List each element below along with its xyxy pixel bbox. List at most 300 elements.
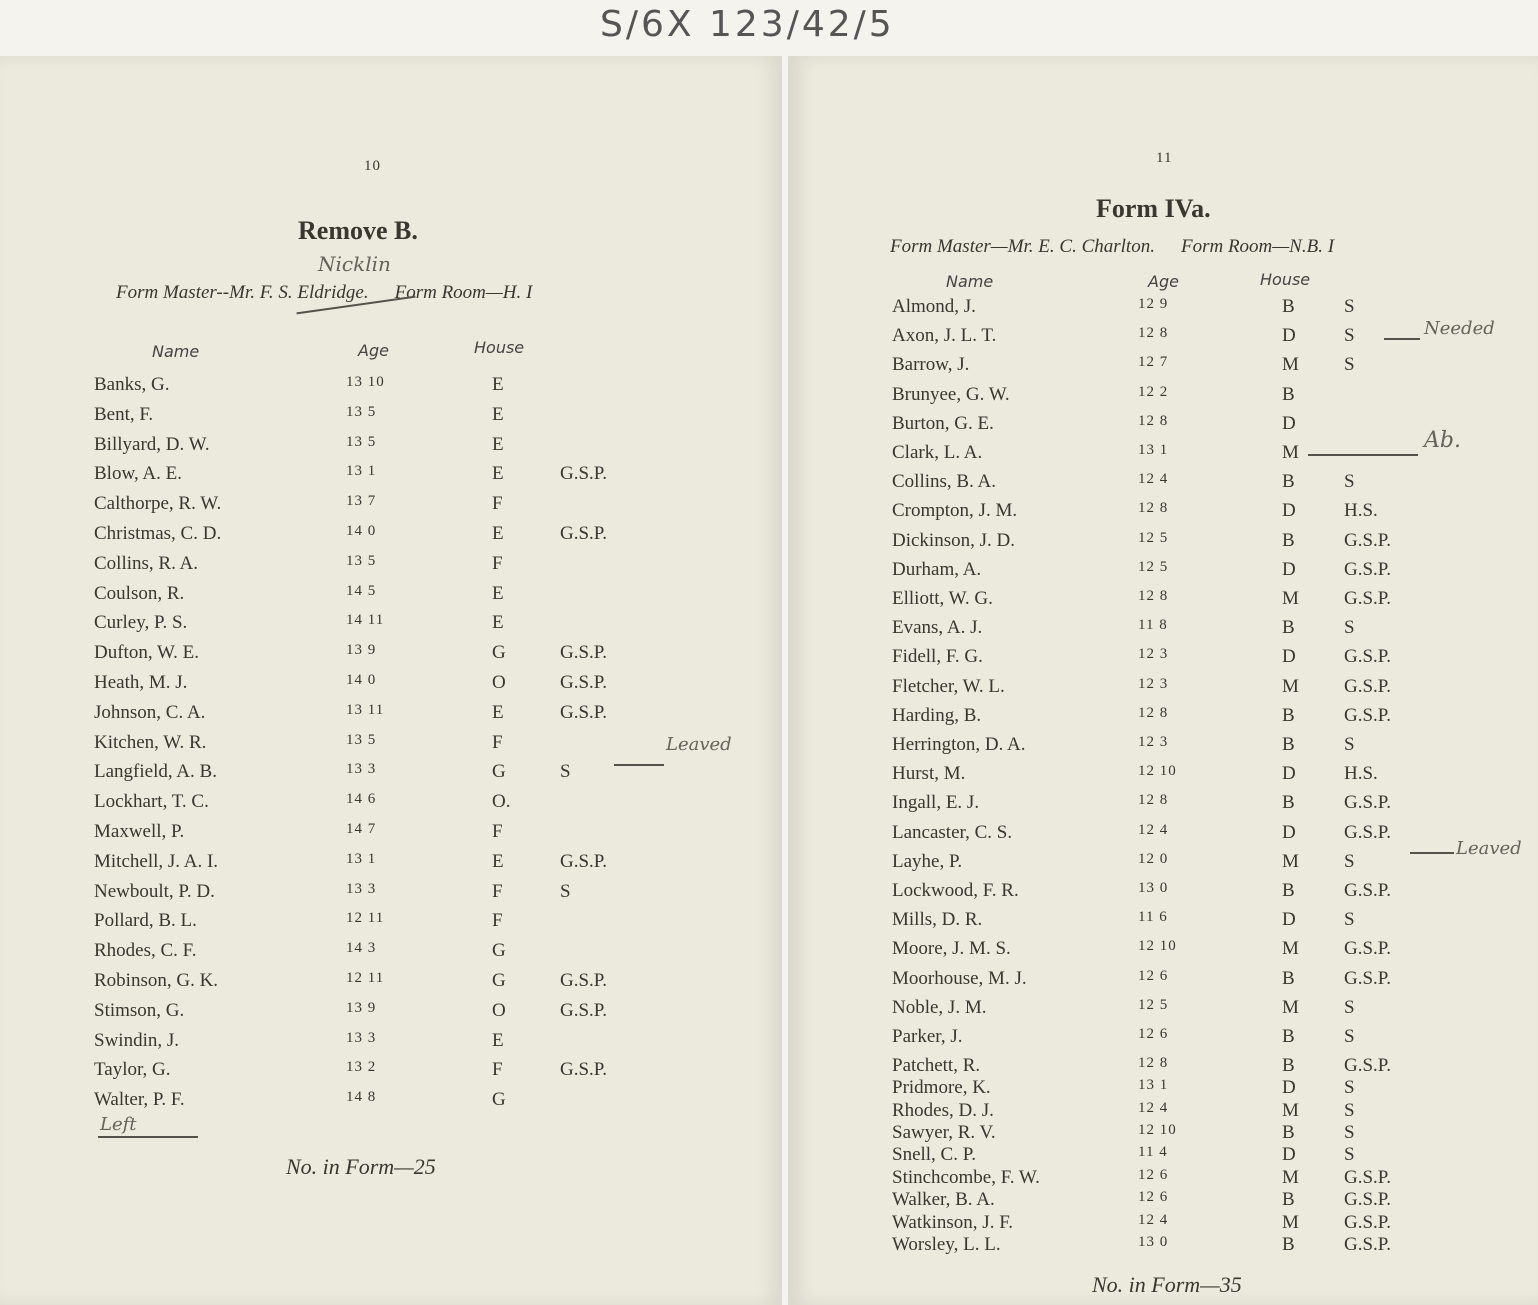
student-row <box>788 705 1538 729</box>
student-row <box>0 404 782 428</box>
student-age: 13 0 <box>1138 880 1169 896</box>
student-name: Mitchell, J. A. I. <box>94 850 219 872</box>
student-age: 12 4 <box>1138 821 1169 838</box>
student-age: 11 6 <box>1138 909 1168 926</box>
student-note: G.S.P. <box>1344 1055 1391 1077</box>
student-name: Watkinson, J. F. <box>892 1211 1013 1233</box>
student-house: B <box>1282 1055 1295 1077</box>
student-age: 12 7 <box>1138 354 1169 371</box>
student-name: Parker, J. <box>892 1026 963 1047</box>
student-house: M <box>1282 1211 1299 1233</box>
student-age: 13 0 <box>1138 1234 1169 1250</box>
student-house: D <box>1282 325 1296 347</box>
student-name: Brunyee, G. W. <box>892 383 1010 405</box>
student-house: E <box>492 582 504 604</box>
student-age: 12 10 <box>1138 938 1177 955</box>
student-house: B <box>1282 1122 1295 1143</box>
student-house: E <box>492 374 504 395</box>
student-age: 11 8 <box>1138 617 1168 634</box>
student-name: Fletcher, W. L. <box>892 675 1005 697</box>
student-house: F <box>492 731 503 753</box>
student-row <box>0 463 782 487</box>
page-number: 11 <box>1156 150 1173 166</box>
student-name: Fidell, F. G. <box>892 646 983 668</box>
student-age: 13 3 <box>346 761 377 778</box>
student-row <box>788 1212 1538 1236</box>
student-name: Layhe, P. <box>892 850 963 872</box>
student-age: 13 1 <box>1138 442 1169 458</box>
student-age: 12 8 <box>1138 792 1169 809</box>
student-age: 12 3 <box>1138 734 1169 750</box>
student-note: G.S.P. <box>1344 1189 1391 1211</box>
student-note: S <box>560 761 571 783</box>
student-name: Langfield, A. B. <box>94 761 217 783</box>
student-house: B <box>1282 1189 1295 1211</box>
student-age: 13 5 <box>346 403 377 420</box>
student-house: G <box>492 940 506 962</box>
student-house: D <box>1282 500 1296 522</box>
student-house: M <box>1282 1166 1299 1188</box>
student-name: Calthorpe, R. W. <box>94 493 222 515</box>
student-house: B <box>1282 471 1295 493</box>
student-note: G.S.P. <box>1344 967 1391 989</box>
student-house: B <box>1282 734 1295 755</box>
student-age: 13 11 <box>346 701 385 718</box>
student-note: S <box>1344 734 1355 755</box>
handwritten-line <box>1308 454 1418 456</box>
student-house: B <box>1282 792 1295 814</box>
form-room-label: Form Room—H. I <box>394 282 533 303</box>
student-note: G.S.P. <box>560 642 607 664</box>
student-age: 14 8 <box>346 1089 377 1106</box>
student-row <box>788 296 1538 320</box>
student-name: Stimson, G. <box>94 999 185 1021</box>
student-age: 12 10 <box>1138 763 1177 780</box>
student-house: M <box>1282 675 1299 697</box>
student-note: S <box>1344 296 1355 317</box>
student-age: 13 2 <box>346 1059 377 1076</box>
student-row <box>788 1189 1538 1213</box>
student-age: 14 5 <box>346 582 377 599</box>
student-name: Lockwood, F. R. <box>892 880 1019 901</box>
student-row <box>788 1055 1538 1079</box>
student-name: Swindin, J. <box>94 1029 179 1051</box>
student-note: G.S.P. <box>560 850 607 872</box>
student-row <box>788 734 1538 758</box>
student-age: 12 3 <box>1138 675 1169 692</box>
student-row <box>0 612 782 636</box>
handwritten-dash <box>1410 852 1454 854</box>
student-age: 12 8 <box>1138 588 1169 604</box>
student-house: D <box>1282 646 1296 668</box>
student-name: Pollard, B. L. <box>94 910 197 932</box>
student-age: 13 10 <box>346 374 385 390</box>
student-note: G.S.P. <box>1344 529 1391 551</box>
student-name: Axon, J. L. T. <box>892 325 997 347</box>
student-name: Walker, B. A. <box>892 1189 995 1211</box>
student-house: D <box>1282 763 1296 785</box>
student-row <box>0 374 782 398</box>
student-age: 12 8 <box>1138 704 1169 721</box>
student-name: Rhodes, C. F. <box>94 940 197 962</box>
student-house: D <box>1282 412 1296 434</box>
student-house: F <box>492 880 503 902</box>
student-name: Pridmore, K. <box>892 1077 991 1099</box>
student-row <box>788 471 1538 495</box>
column-header-name: Name <box>946 272 994 291</box>
student-house: E <box>492 701 504 723</box>
student-row <box>0 583 782 607</box>
student-house: B <box>1282 529 1295 551</box>
column-header-age: Age <box>358 341 389 360</box>
student-name: Clark, L. A. <box>892 442 983 463</box>
student-row <box>788 1122 1538 1146</box>
student-note: G.S.P. <box>560 701 607 723</box>
student-age: 12 5 <box>1138 529 1169 546</box>
student-note: G.S.P. <box>560 672 607 693</box>
student-house: M <box>1282 354 1299 376</box>
student-age: 12 6 <box>1138 1026 1169 1042</box>
student-name: Robinson, G. K. <box>94 970 219 991</box>
student-age: 12 4 <box>1138 471 1169 488</box>
student-name: Rhodes, D. J. <box>892 1099 994 1121</box>
student-house: E <box>492 523 504 544</box>
student-name: Ingall, E. J. <box>892 792 980 814</box>
student-house: G <box>492 970 506 991</box>
student-row <box>0 970 782 994</box>
student-row <box>0 761 782 785</box>
student-note: G.S.P. <box>1344 821 1391 843</box>
student-age: 12 8 <box>1138 412 1169 429</box>
form-title: Form IVa. <box>1096 194 1211 223</box>
archive-reference: S/6X 123/42/5 <box>600 4 895 45</box>
student-row <box>0 881 782 905</box>
student-name: Lancaster, C. S. <box>892 821 1013 843</box>
student-age: 12 11 <box>346 970 385 986</box>
student-age: 12 8 <box>1138 500 1169 517</box>
student-name: Moore, J. M. S. <box>892 938 1011 960</box>
student-age: 13 9 <box>346 642 377 659</box>
student-house: M <box>1282 938 1299 960</box>
student-note: G.S.P. <box>560 1059 607 1081</box>
student-name: Barrow, J. <box>892 354 970 376</box>
student-name: Hurst, M. <box>892 763 966 785</box>
student-row <box>0 1030 782 1054</box>
student-name: Durham, A. <box>892 558 982 580</box>
student-age: 14 0 <box>346 523 377 539</box>
student-house: F <box>492 1059 503 1081</box>
left-page <box>0 56 782 1305</box>
student-note: G.S.P. <box>1344 792 1391 814</box>
student-house: F <box>492 821 503 842</box>
student-name: Maxwell, P. <box>94 821 185 842</box>
student-name: Billyard, D. W. <box>94 433 210 455</box>
student-note: G.S.P. <box>1344 880 1391 901</box>
student-name: Bent, F. <box>94 403 154 425</box>
student-row <box>788 530 1538 554</box>
form-count: No. in Form—35 <box>1092 1272 1242 1297</box>
form-title: Remove B. <box>298 216 418 245</box>
student-row <box>0 493 782 517</box>
student-row <box>0 553 782 577</box>
student-row <box>788 1167 1538 1191</box>
student-row <box>788 1234 1538 1258</box>
student-age: 12 4 <box>1138 1211 1169 1228</box>
student-row <box>788 646 1538 670</box>
form-master-label: Form Master—Mr. E. C. Charlton. <box>890 236 1155 257</box>
handwritten-note-kitchen: Leaved <box>666 734 732 755</box>
handwritten-note-axon: Needed <box>1424 318 1495 339</box>
student-house: F <box>492 910 503 932</box>
student-age: 12 6 <box>1138 1166 1169 1183</box>
handwritten-dash <box>1384 338 1420 340</box>
student-row <box>788 559 1538 583</box>
student-row <box>788 1026 1538 1050</box>
student-row <box>0 940 782 964</box>
student-age: 14 6 <box>346 791 377 808</box>
student-note: G.S.P. <box>1344 938 1391 960</box>
student-name: Dickinson, J. D. <box>892 529 1015 551</box>
student-note: S <box>1344 996 1355 1018</box>
student-house: D <box>1282 821 1296 843</box>
student-name: Herrington, D. A. <box>892 734 1026 755</box>
student-note: G.S.P. <box>560 463 607 485</box>
handwritten-note-clark: Ab. <box>1424 428 1461 453</box>
student-house: E <box>492 612 504 634</box>
student-age: 13 3 <box>346 880 377 897</box>
student-row <box>788 1077 1538 1101</box>
student-house: B <box>1282 1026 1295 1047</box>
student-note: G.S.P. <box>1344 558 1391 580</box>
student-row <box>788 588 1538 612</box>
student-name: Noble, J. M. <box>892 996 987 1018</box>
student-age: 12 5 <box>1138 558 1169 575</box>
student-age: 12 5 <box>1138 996 1169 1013</box>
student-row <box>788 938 1538 962</box>
handwritten-dash <box>614 764 664 766</box>
student-row <box>788 354 1538 378</box>
column-header-house: House <box>474 338 525 357</box>
student-age: 14 3 <box>346 940 377 957</box>
student-house: M <box>1282 442 1299 463</box>
student-row <box>788 851 1538 875</box>
student-age: 13 7 <box>346 493 377 510</box>
student-row <box>788 500 1538 524</box>
student-house: B <box>1282 967 1295 989</box>
student-name: Mills, D. R. <box>892 909 983 931</box>
student-name: Snell, C. P. <box>892 1144 976 1166</box>
column-header-house: House <box>1260 270 1311 289</box>
student-name: Stinchcombe, F. W. <box>892 1166 1040 1188</box>
student-row <box>788 968 1538 992</box>
student-age: 12 2 <box>1138 383 1169 400</box>
student-row <box>0 434 782 458</box>
student-row <box>788 1100 1538 1124</box>
student-row <box>0 1000 782 1024</box>
student-note: S <box>1344 1077 1355 1099</box>
student-age: 13 1 <box>346 463 377 480</box>
student-note: S <box>1344 850 1355 872</box>
student-note: S <box>1344 1099 1355 1121</box>
student-house: G <box>492 642 506 664</box>
student-house: D <box>1282 909 1296 931</box>
student-name: Coulson, R. <box>94 582 185 604</box>
student-age: 13 1 <box>346 850 377 867</box>
student-row <box>788 763 1538 787</box>
student-note: S <box>560 880 571 902</box>
student-house: D <box>1282 558 1296 580</box>
student-note: G.S.P. <box>1344 1166 1391 1188</box>
form-master-line <box>116 282 532 304</box>
student-house: B <box>1282 383 1295 405</box>
student-note: G.S.P. <box>1344 588 1391 609</box>
student-note: G.S.P. <box>1344 1211 1391 1233</box>
student-name: Collins, R. A. <box>94 552 198 574</box>
student-name: Evans, A. J. <box>892 617 983 639</box>
student-house: B <box>1282 704 1295 726</box>
student-name: Banks, G. <box>94 374 170 395</box>
student-name: Crompton, J. M. <box>892 500 1018 522</box>
student-name: Kitchen, W. R. <box>94 731 207 753</box>
student-age: 13 5 <box>346 433 377 450</box>
page-number: 10 <box>364 158 381 174</box>
student-house: F <box>492 493 503 515</box>
student-name: Worsley, L. L. <box>892 1234 1001 1255</box>
student-row <box>788 909 1538 933</box>
student-age: 14 7 <box>346 821 377 837</box>
student-house: B <box>1282 296 1295 317</box>
master-correction-handwriting: Nicklin <box>318 252 391 276</box>
student-note: G.S.P. <box>1344 704 1391 726</box>
handwritten-underline <box>98 1136 198 1138</box>
student-name: Collins, B. A. <box>892 471 996 493</box>
student-house: G <box>492 761 506 783</box>
student-house: B <box>1282 880 1295 901</box>
student-row <box>0 642 782 666</box>
student-age: 12 10 <box>1138 1122 1177 1138</box>
student-house: E <box>492 850 504 872</box>
student-age: 12 0 <box>1138 850 1169 867</box>
student-name: Walter, P. F. <box>94 1089 185 1111</box>
form-room-label: Form Room—N.B. I <box>1180 236 1335 257</box>
student-house: D <box>1282 1077 1296 1099</box>
student-house: O <box>492 999 506 1021</box>
student-house: B <box>1282 617 1295 639</box>
student-name: Taylor, G. <box>94 1059 171 1081</box>
student-name: Lockhart, T. C. <box>94 791 209 813</box>
student-name: Sawyer, R. V. <box>892 1122 996 1143</box>
student-house: B <box>1282 1234 1295 1255</box>
student-note: G.S.P. <box>560 999 607 1021</box>
student-row <box>788 822 1538 846</box>
student-row <box>0 791 782 815</box>
student-house: F <box>492 552 503 574</box>
student-house: G <box>492 1089 506 1111</box>
student-name: Newboult, P. D. <box>94 880 215 902</box>
student-row <box>788 676 1538 700</box>
student-note: G.S.P. <box>560 970 607 991</box>
student-house: M <box>1282 588 1299 609</box>
student-note: G.S.P. <box>1344 675 1391 697</box>
student-name: Elliott, W. G. <box>892 588 993 609</box>
student-note: H.S. <box>1344 500 1378 522</box>
student-row <box>0 910 782 934</box>
student-house: M <box>1282 850 1299 872</box>
student-name: Christmas, C. D. <box>94 523 222 544</box>
student-row <box>0 851 782 875</box>
student-house: E <box>492 1029 504 1051</box>
student-age: 12 6 <box>1138 1189 1169 1206</box>
student-note: G.S.P. <box>1344 646 1391 668</box>
handwritten-note-walter: Left <box>100 1114 137 1135</box>
handwritten-note-layhe: Leaved <box>1456 838 1522 859</box>
form-count: No. in Form—25 <box>286 1154 436 1179</box>
student-house: M <box>1282 1099 1299 1121</box>
student-age: 12 9 <box>1138 296 1169 312</box>
student-note: S <box>1344 354 1355 376</box>
student-note: S <box>1344 1144 1355 1166</box>
student-house: E <box>492 463 504 485</box>
student-name: Heath, M. J. <box>94 672 188 693</box>
student-age: 12 11 <box>346 910 385 927</box>
student-row <box>0 732 782 756</box>
student-age: 12 6 <box>1138 967 1169 984</box>
student-age: 11 4 <box>1138 1144 1168 1161</box>
student-row <box>788 617 1538 641</box>
student-row <box>788 792 1538 816</box>
student-row <box>788 880 1538 904</box>
student-name: Dufton, W. E. <box>94 642 200 664</box>
student-age: 14 0 <box>346 672 377 688</box>
student-age: 14 11 <box>346 612 385 629</box>
right-page <box>788 56 1538 1305</box>
student-name: Burton, G. E. <box>892 412 994 434</box>
student-row <box>0 821 782 845</box>
student-house: M <box>1282 996 1299 1018</box>
student-row <box>0 523 782 547</box>
student-note: G.S.P. <box>560 523 607 544</box>
student-house: O. <box>492 791 511 813</box>
student-name: Harding, B. <box>892 704 982 726</box>
student-age: 12 8 <box>1138 1055 1169 1072</box>
student-note: G.S.P. <box>1344 1234 1391 1255</box>
student-note: S <box>1344 1122 1355 1143</box>
student-age: 13 1 <box>1138 1077 1169 1094</box>
form-master-line <box>890 236 1334 258</box>
student-row <box>788 997 1538 1021</box>
student-row <box>788 384 1538 408</box>
student-house: D <box>1282 1144 1296 1166</box>
student-house: E <box>492 403 504 425</box>
student-note: S <box>1344 1026 1355 1047</box>
student-note: S <box>1344 471 1355 493</box>
student-row <box>0 1089 782 1113</box>
column-header-age: Age <box>1148 272 1179 291</box>
student-house: E <box>492 433 504 455</box>
student-name: Patchett, R. <box>892 1055 981 1077</box>
student-row <box>0 672 782 696</box>
student-row <box>0 1059 782 1083</box>
student-name: Blow, A. E. <box>94 463 182 485</box>
student-name: Moorhouse, M. J. <box>892 967 1027 989</box>
student-age: 13 9 <box>346 999 377 1016</box>
student-name: Almond, J. <box>892 296 976 317</box>
student-age: 13 5 <box>346 731 377 748</box>
student-house: O <box>492 672 506 693</box>
student-age: 12 4 <box>1138 1099 1169 1116</box>
student-age: 12 8 <box>1138 325 1169 342</box>
student-age: 13 5 <box>346 552 377 569</box>
